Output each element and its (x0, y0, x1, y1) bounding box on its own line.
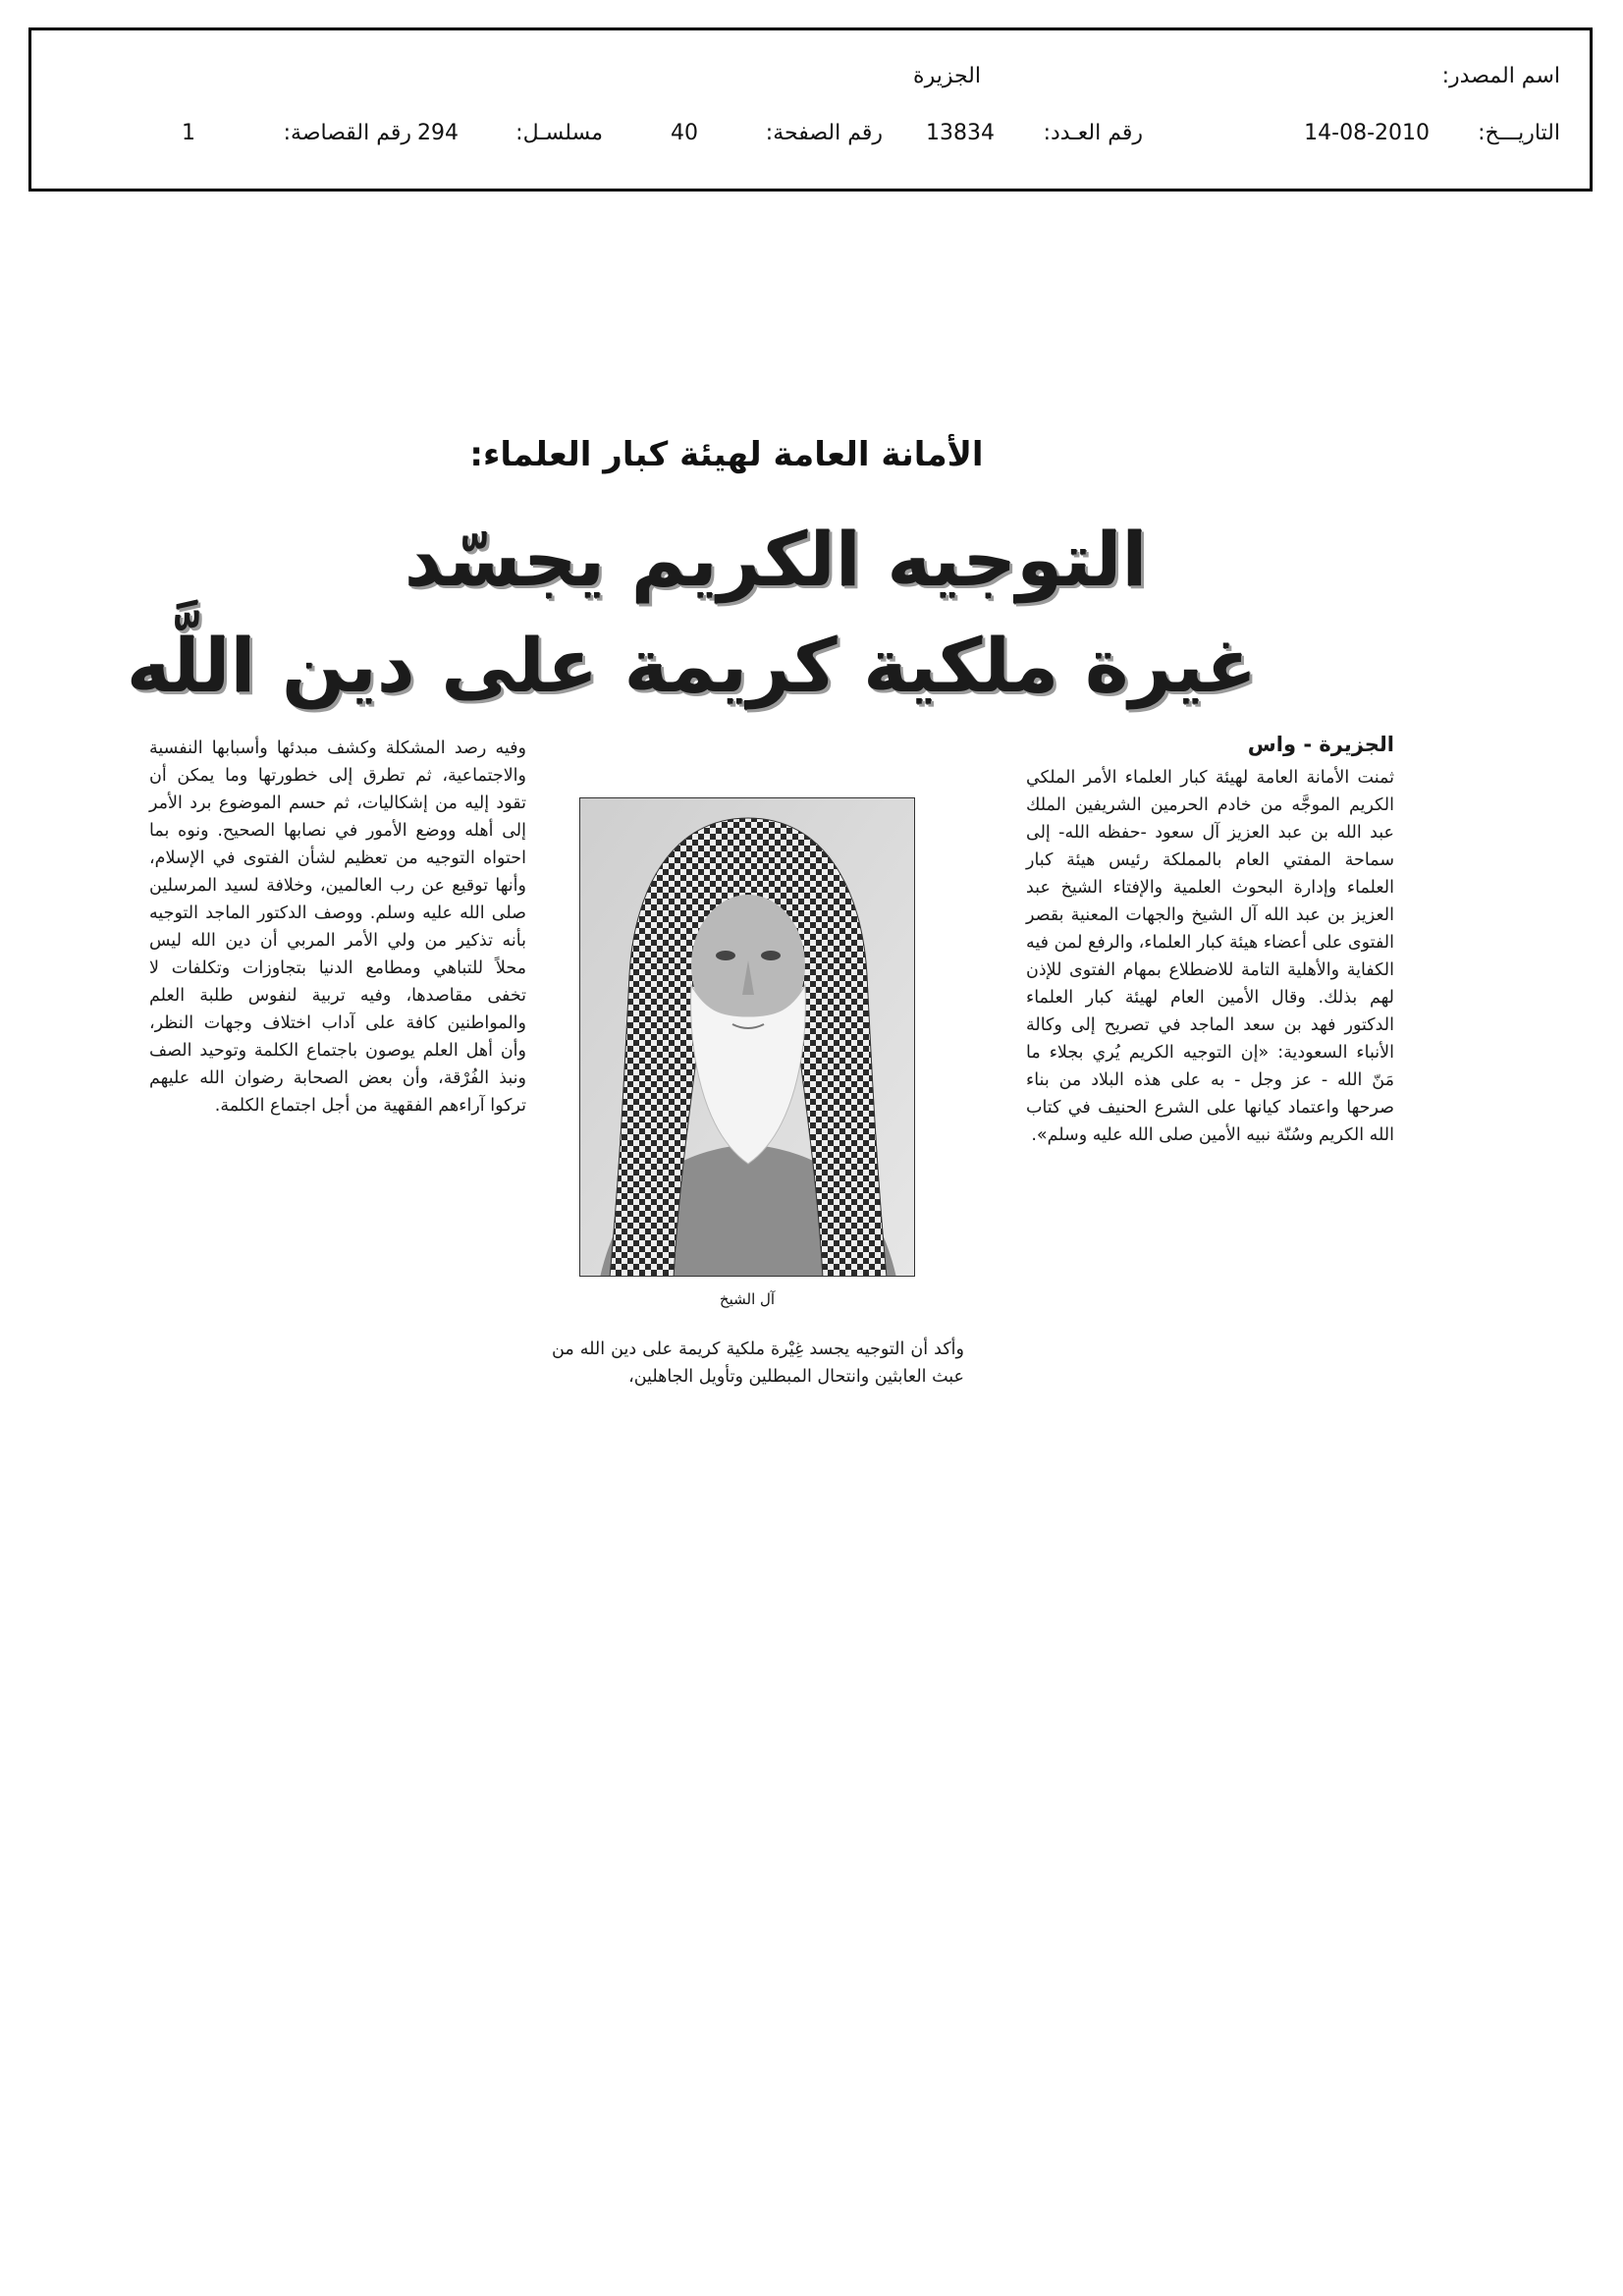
date-value: 14-08-2010 (1304, 121, 1430, 145)
article-column-middle (552, 1336, 964, 1391)
article-photo (579, 797, 915, 1277)
clipping-value: 1 (182, 121, 195, 145)
source-value: الجزيرة (913, 64, 981, 88)
article-column-right (1026, 729, 1394, 1149)
issue-value: 13834 (926, 121, 995, 145)
article-paragraph-2: وأكد أن التوجيه يجسد غِيْرة ملكية كريمة على دين الله من عبث العابثين وانتحال المبطلين وتأويل الجاهلين، (552, 1339, 964, 1387)
page-value: 40 (671, 121, 698, 145)
article-kicker: الأمانة العامة لهيئة كبار العلماء: (469, 435, 984, 474)
clipping-metadata-box (28, 27, 1593, 191)
serial-value: 294 (417, 121, 459, 145)
clipping-label: رقم القصاصة: (283, 121, 411, 145)
issue-label: رقم العـدد: (1043, 121, 1143, 145)
article-paragraph-3: وفيه رصد المشكلة وكشف مبدئها وأسبابها النفسية والاجتماعية، ثم تطرق إلى خطورتها وما يمكن أن تقود إليه من إشكاليات، ثم حسم الموضوع برد الأمر إلى أهله ووضع الأمور في نصابها الصحيح. ونوه بما احتواه التوجيه من تعظيم لشأن الفتوى في الإسلام، وأنها توقيع عن رب العالمين، وخلافة لسيد المرسلين صلى الله عليه وسلم. ووصف الدكتور الماجد التوجيه بأنه تذكير من ولي الأمر المربي أن دين الله ليس محلاً للتباهي ومطامع الدنيا بتجاوزات وتكلفات لا تخفى مقاصدها، وفيه تربية لنفوس طلبة العلم والمواطنين كافة على آداب اختلاف وجهات النظر، وأن أهل العلم يوصون باجتماع الكلمة وتوحيد الصف ونبذ الفُرْقة، وأن بعض الصحابة رضوان الله عليهم تركوا آراءهم الفقهية من أجل اجتماع الكلمة. (149, 738, 526, 1116)
article-paragraph-1: ثمنت الأمانة العامة لهيئة كبار العلماء الأمر الملكي الكريم الموجَّه من خادم الحرمين الشريفين الملك عبد الله بن عبد العزيز آل سعود -حفظه الله- إلى سماحة المفتي العام بالمملكة رئيس هيئة كبار العلماء وإدارة البحوث العلمية والإفتاء الشيخ عبد العزيز بن عبد الله آل الشيخ والجهات المعنية بقصر الفتوى على أعضاء هيئة كبار العلماء، والرفع لمن فيه الكفاية والأهلية التامة للاضطلاع بمهام الفتوى للإذن لهم بذلك. وقال الأمين العام لهيئة كبار العلماء الدكتور فهد بن سعد الماجد في تصريح إلى وكالة الأنباء السعودية: «إن التوجيه الكريم يُري بجلاء ما مَنّ الله - عز وجل - به على هذه البلاد من بناء صرحها واعتماد كيانها على الشرع الحنيف في كتاب الله الكريم وسُنّة نبيه الأمين صلى الله عليه وسلم». (1026, 768, 1394, 1145)
photo-caption: آل الشيخ (719, 1290, 776, 1308)
date-label: التاريـــخ: (1478, 121, 1560, 145)
metadata-row-details (31, 117, 1590, 150)
portrait-illustration (580, 798, 915, 1277)
metadata-row-source (31, 60, 1590, 93)
serial-label: مسلسـل: (515, 121, 603, 145)
article-headline-line-1: التوجيه الكريم يجسّد (404, 516, 1148, 603)
article-byline: الجزيرة - واس (1247, 733, 1394, 756)
source-label: اسم المصدر: (1441, 64, 1560, 88)
article-headline-line-2: غيرة ملكية كريمة على دين اللَّه (126, 622, 1257, 709)
page-label: رقم الصفحة: (765, 121, 883, 145)
article-column-left (149, 735, 526, 1120)
